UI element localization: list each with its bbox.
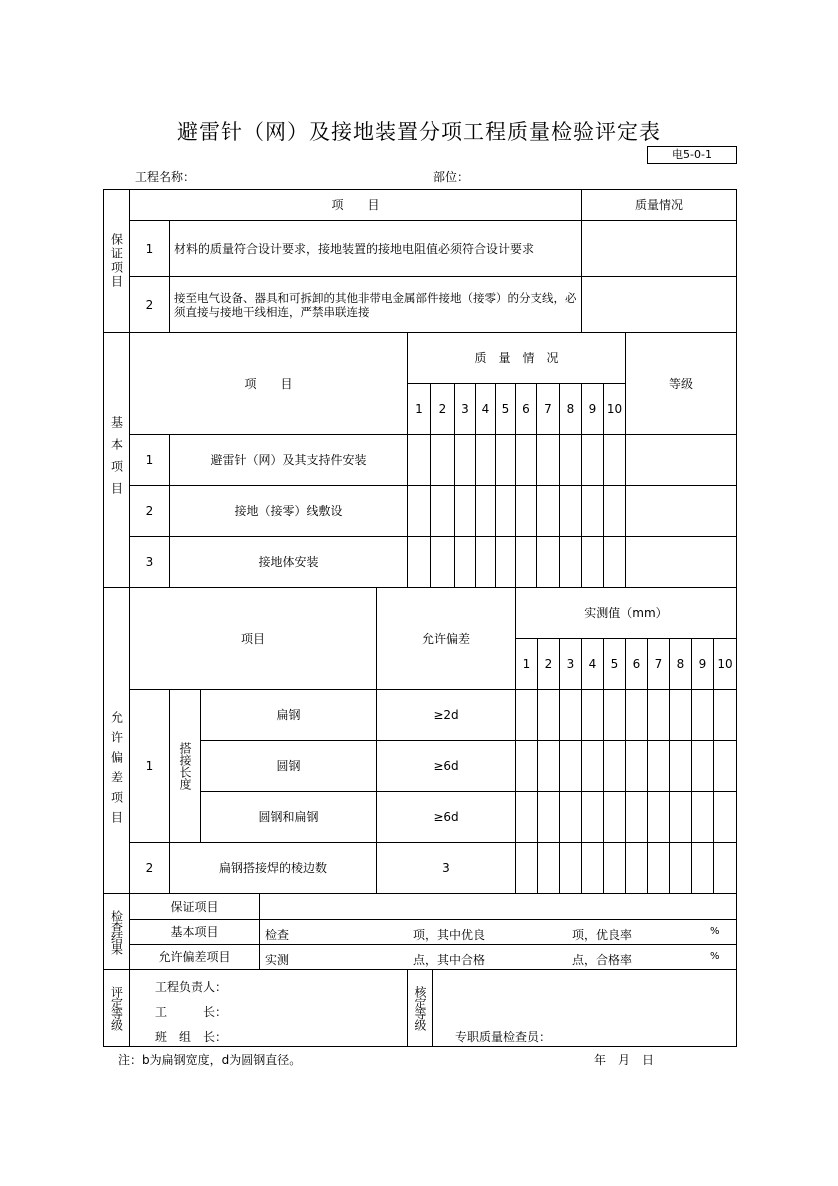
basic-quality-cell[interactable] <box>536 536 560 588</box>
result-basic-percent: % <box>710 926 720 937</box>
basic-row-no: 2 <box>129 485 170 537</box>
result-section-label: 检查结果 <box>103 893 130 970</box>
footnote: 注：b为扁钢宽度，d为圆钢直径。 <box>118 1053 302 1067</box>
location-label: 部位： <box>433 170 470 184</box>
page-title: 避雷针（网）及接地装置分项工程质量检验评定表 <box>177 120 661 144</box>
basic-col-header: 3 <box>454 383 476 435</box>
tolerance-measured-cell[interactable] <box>603 740 626 792</box>
tolerance-measured-cell[interactable] <box>691 740 714 792</box>
guarantee-quality-cell[interactable] <box>581 276 737 333</box>
basic-header-grade: 等级 <box>625 332 737 435</box>
tolerance-measured-cell[interactable] <box>647 689 670 741</box>
tolerance-measured-cell[interactable] <box>669 689 692 741</box>
tolerance-row-tol: 3 <box>376 842 516 894</box>
tolerance-measured-cell[interactable] <box>559 791 582 843</box>
tolerance-col-header: 8 <box>669 638 692 690</box>
tolerance-measured-cell[interactable] <box>559 740 582 792</box>
tolerance-section-label: 允许偏差项目 <box>103 587 130 894</box>
result-basic-rate: 项，优良率 <box>572 928 633 942</box>
tolerance-measured-cell[interactable] <box>625 689 648 741</box>
tolerance-col-header: 1 <box>515 638 538 690</box>
tolerance-measured-cell[interactable] <box>603 842 626 894</box>
basic-col-header: 5 <box>495 383 516 435</box>
tolerance-measured-cell[interactable] <box>537 740 560 792</box>
tolerance-col-header: 6 <box>625 638 648 690</box>
tolerance-measured-cell[interactable] <box>669 842 692 894</box>
guarantee-row-text: 接至电气设备、器具和可拆卸的其他非带电金属部件接地（接零）的分支线，必须直接与接地干线相连，严禁串联连接 <box>169 276 582 333</box>
result-tol-rate: 点，合格率 <box>572 953 633 967</box>
basic-quality-cell[interactable] <box>495 434 516 486</box>
guarantee-quality-cell[interactable] <box>581 220 737 277</box>
result-basic-cell[interactable] <box>259 919 737 945</box>
basic-grade-cell[interactable] <box>625 434 737 486</box>
tolerance-row-text: 扁钢 <box>200 689 377 741</box>
basic-quality-cell[interactable] <box>407 485 431 537</box>
result-tol-cell[interactable] <box>259 944 737 970</box>
basic-quality-cell[interactable] <box>454 536 476 588</box>
tolerance-measured-cell[interactable] <box>647 740 670 792</box>
basic-quality-cell[interactable] <box>603 485 626 537</box>
basic-quality-cell[interactable] <box>559 536 582 588</box>
tolerance-header-measured: 实测值（mm） <box>515 587 737 639</box>
tolerance-group-label: 搭接长度 <box>169 689 201 843</box>
basic-header-item: 项 目 <box>129 332 408 435</box>
basic-row-no: 1 <box>129 434 170 486</box>
tolerance-row-tol: ≥6d <box>376 740 516 792</box>
tolerance-measured-cell[interactable] <box>581 740 604 792</box>
basic-quality-cell[interactable] <box>559 485 582 537</box>
tolerance-measured-cell[interactable] <box>537 791 560 843</box>
basic-col-header: 9 <box>581 383 604 435</box>
rating-inspector: 专职质量检查员： <box>455 1030 552 1044</box>
tolerance-measured-cell[interactable] <box>713 740 737 792</box>
tolerance-measured-cell[interactable] <box>581 689 604 741</box>
basic-quality-cell[interactable] <box>475 434 496 486</box>
tolerance-measured-cell[interactable] <box>581 842 604 894</box>
tolerance-header-item: 项目 <box>129 587 377 690</box>
basic-quality-cell[interactable] <box>407 434 431 486</box>
tolerance-measured-cell[interactable] <box>691 791 714 843</box>
project-name-label: 工程名称： <box>135 170 196 184</box>
tolerance-measured-cell[interactable] <box>559 842 582 894</box>
basic-col-header: 8 <box>559 383 582 435</box>
tolerance-measured-cell[interactable] <box>537 842 560 894</box>
basic-quality-cell[interactable] <box>454 485 476 537</box>
guarantee-row-no: 2 <box>129 276 170 333</box>
basic-quality-cell[interactable] <box>603 536 626 588</box>
basic-quality-cell[interactable] <box>430 485 455 537</box>
tolerance-col-header: 5 <box>603 638 626 690</box>
tolerance-col-header: 10 <box>713 638 737 690</box>
tolerance-measured-cell[interactable] <box>625 842 648 894</box>
date-label: 年 月 日 <box>594 1053 655 1067</box>
basic-col-header: 10 <box>603 383 626 435</box>
tolerance-measured-cell[interactable] <box>713 791 737 843</box>
basic-quality-cell[interactable] <box>515 434 537 486</box>
tolerance-measured-cell[interactable] <box>515 842 538 894</box>
tolerance-col-header: 3 <box>559 638 582 690</box>
tolerance-col-header: 4 <box>581 638 604 690</box>
basic-col-header: 4 <box>475 383 496 435</box>
basic-quality-cell[interactable] <box>430 434 455 486</box>
tolerance-measured-cell[interactable] <box>559 689 582 741</box>
result-basic-label: 基本项目 <box>129 919 260 945</box>
tolerance-measured-cell[interactable] <box>713 689 737 741</box>
result-tol-check: 实测 <box>265 953 290 967</box>
tolerance-measured-cell[interactable] <box>669 740 692 792</box>
basic-quality-cell[interactable] <box>581 485 604 537</box>
basic-quality-cell[interactable] <box>495 536 516 588</box>
tolerance-measured-cell[interactable] <box>691 842 714 894</box>
guarantee-row-text: 材料的质量符合设计要求，接地装置的接地电阻值必须符合设计要求 <box>169 220 582 277</box>
basic-header-quality: 质 量 情 况 <box>407 332 626 384</box>
tolerance-measured-cell[interactable] <box>713 842 737 894</box>
tolerance-row-tol: ≥6d <box>376 791 516 843</box>
basic-grade-cell[interactable] <box>625 485 737 537</box>
tolerance-measured-cell[interactable] <box>515 740 538 792</box>
tolerance-header-tol: 允许偏差 <box>376 587 516 690</box>
tolerance-measured-cell[interactable] <box>603 791 626 843</box>
tolerance-row-no: 2 <box>129 842 170 894</box>
basic-quality-cell[interactable] <box>581 434 604 486</box>
tolerance-measured-cell[interactable] <box>581 791 604 843</box>
basic-quality-cell[interactable] <box>536 434 560 486</box>
basic-row-text: 避雷针（网）及其支持件安装 <box>169 434 408 486</box>
basic-quality-cell[interactable] <box>515 485 537 537</box>
tolerance-measured-cell[interactable] <box>669 791 692 843</box>
basic-col-header: 1 <box>407 383 431 435</box>
result-tol-percent: % <box>710 951 720 962</box>
basic-quality-cell[interactable] <box>495 485 516 537</box>
result-tol-mid: 点，其中合格 <box>413 953 486 967</box>
basic-quality-cell[interactable] <box>430 536 455 588</box>
guarantee-row-no: 1 <box>129 220 170 277</box>
tolerance-measured-cell[interactable] <box>603 689 626 741</box>
basic-col-header: 7 <box>536 383 560 435</box>
basic-col-header: 6 <box>515 383 537 435</box>
basic-quality-cell[interactable] <box>454 434 476 486</box>
guarantee-section-label: 保证项目 <box>103 189 130 333</box>
basic-quality-cell[interactable] <box>581 536 604 588</box>
basic-quality-cell[interactable] <box>475 485 496 537</box>
basic-section-label: 基本项目 <box>103 332 130 588</box>
tolerance-measured-cell[interactable] <box>537 689 560 741</box>
basic-quality-cell[interactable] <box>515 536 537 588</box>
basic-quality-cell[interactable] <box>559 434 582 486</box>
basic-row-text: 接地体安装 <box>169 536 408 588</box>
result-guarantee-cell[interactable] <box>259 893 737 920</box>
basic-row-text: 接地（接零）线敷设 <box>169 485 408 537</box>
rating-team: 班 组 长： <box>155 1030 228 1044</box>
tolerance-group-no: 1 <box>129 689 170 843</box>
rating-section-label: 评定等级 <box>103 969 130 1047</box>
basic-col-header: 2 <box>430 383 455 435</box>
tolerance-row-tol: ≥2d <box>376 689 516 741</box>
result-basic-check: 检查 <box>265 928 290 942</box>
tolerance-col-header: 2 <box>537 638 560 690</box>
basic-row-no: 3 <box>129 536 170 588</box>
rating-verify-label: 核定等级 <box>407 969 433 1047</box>
basic-quality-cell[interactable] <box>475 536 496 588</box>
basic-quality-cell[interactable] <box>603 434 626 486</box>
tolerance-col-header: 9 <box>691 638 714 690</box>
rating-manager: 工程负责人： <box>155 980 228 994</box>
basic-grade-cell[interactable] <box>625 536 737 588</box>
basic-quality-cell[interactable] <box>407 536 431 588</box>
tolerance-row-text: 圆钢和扁钢 <box>200 791 377 843</box>
tolerance-col-header: 7 <box>647 638 670 690</box>
result-tol-label: 允许偏差项目 <box>129 944 260 970</box>
result-basic-mid: 项，其中优良 <box>413 928 486 942</box>
basic-quality-cell[interactable] <box>536 485 560 537</box>
tolerance-measured-cell[interactable] <box>625 791 648 843</box>
tolerance-measured-cell[interactable] <box>647 842 670 894</box>
rating-foreman: 工 长： <box>155 1005 228 1019</box>
tolerance-measured-cell[interactable] <box>647 791 670 843</box>
form-code: 电5-0-1 <box>647 146 737 164</box>
guarantee-header-quality: 质量情况 <box>581 189 737 221</box>
tolerance-row-text: 扁钢搭接焊的棱边数 <box>169 842 377 894</box>
result-guarantee-label: 保证项目 <box>129 893 260 920</box>
tolerance-measured-cell[interactable] <box>515 791 538 843</box>
tolerance-measured-cell[interactable] <box>691 689 714 741</box>
tolerance-row-text: 圆钢 <box>200 740 377 792</box>
guarantee-header-item: 项 目 <box>129 189 582 221</box>
tolerance-measured-cell[interactable] <box>515 689 538 741</box>
tolerance-measured-cell[interactable] <box>625 740 648 792</box>
